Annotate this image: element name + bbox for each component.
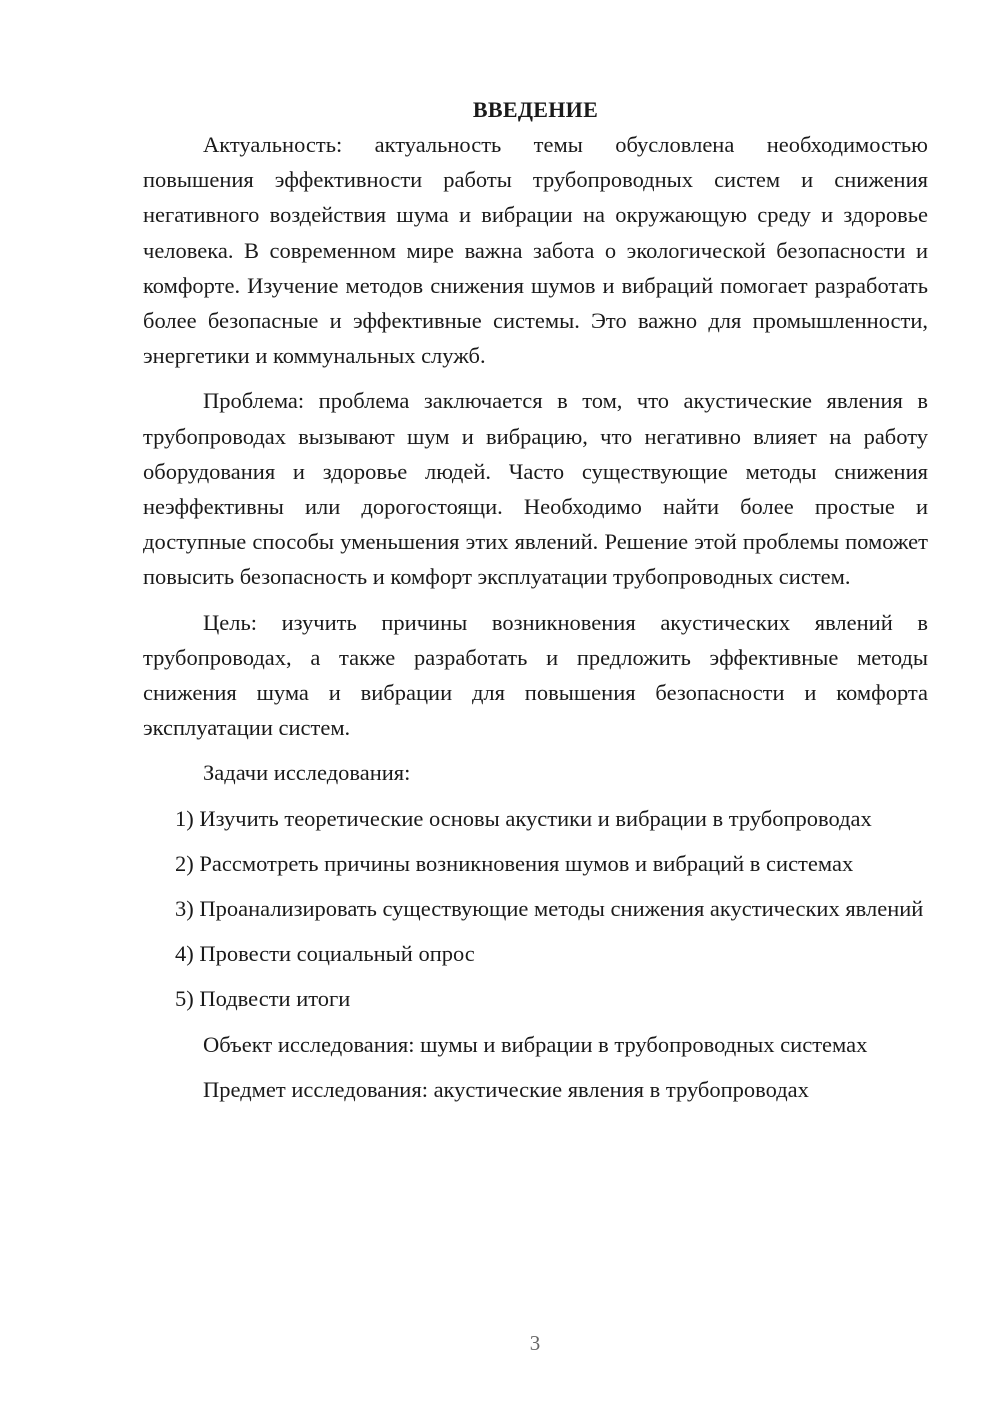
document-page bbox=[143, 92, 928, 1117]
task-item: 1) Изучить теоретические основы акустики и вибрации в трубопроводах bbox=[175, 805, 872, 831]
paragraph-tasks-heading: Задачи исследования: bbox=[203, 760, 411, 786]
page-number: 3 bbox=[529, 1331, 541, 1355]
task-item: 2) Рассмотреть причины возникновения шумов и вибраций в системах bbox=[175, 850, 854, 876]
task-item: 3) Проанализировать существующие методы снижения акустических явлений bbox=[175, 896, 924, 922]
section-title: ВВЕДЕНИЕ bbox=[472, 97, 599, 122]
paragraph-subject: Предмет исследования: акустические явления в трубопроводах bbox=[203, 1076, 809, 1102]
task-item: 4) Провести социальный опрос bbox=[175, 941, 475, 967]
paragraph-relevance: Актуальность: актуальность темы обусловлена необходимостью повышения эффективности работы трубопроводных систем и снижения негативного воздействия шума и вибрации на окружающую среду и здоровье человека. В современном мире важна забота о экологической безопасности и комфорте. Изучение методов снижения шумов и вибраций помогает разработать более безопасные и эффективные системы. Это важно для промышленности, энергетики и коммунальных служб. bbox=[143, 132, 928, 369]
paragraph-object: Объект исследования: шумы и вибрации в трубопроводных системах bbox=[203, 1031, 868, 1057]
paragraph-goal: Цель: изучить причины возникновения акустических явлений в трубопроводах, а также разработать и предложить эффективные методы снижения шума и вибрации для повышения безопасности и комфорта эксплуатации систем. bbox=[143, 609, 928, 741]
task-item: 5) Подвести итоги bbox=[175, 986, 351, 1012]
paragraph-problem: Проблема: проблема заключается в том, что акустические явления в трубопроводах вызывают шум и вибрацию, что негативно влияет на работу оборудования и здоровье людей. Часто существующие методы снижения неэффективны или дорогостоящи. Необходимо найти более простые и доступные способы уменьшения этих явлений. Решение этой проблемы поможет повысить безопасность и комфорт эксплуатации трубопроводных систем. bbox=[143, 388, 928, 590]
